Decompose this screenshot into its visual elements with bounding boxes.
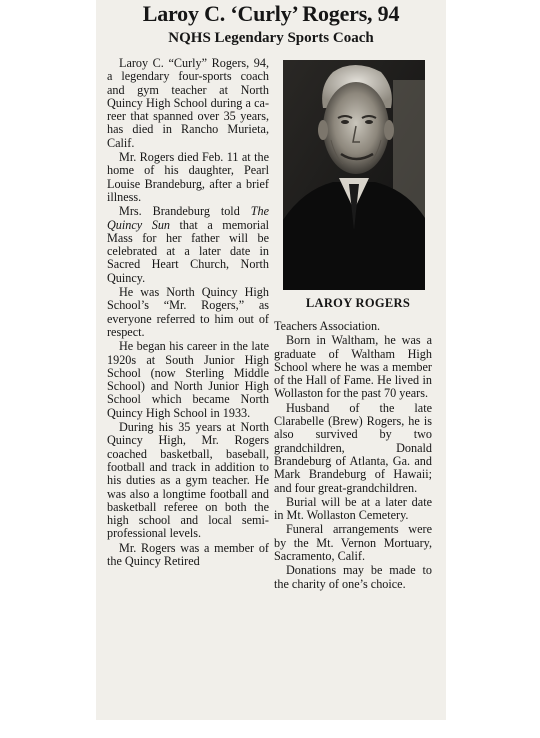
headline: Laroy C. ‘Curly’ Rogers, 94 xyxy=(142,1,400,26)
paragraph: He was North Quincy High School’s “Mr. Rogers,” as everyone referred to him out of respect. xyxy=(107,285,269,339)
paragraph: During his 35 years at North Quincy High, Mr. Rogers coached basketball, baseball, football and track in addition to his duties as a gym teacher. He was also a longtime football and basketball referee on both the high school and local semi-professional levels. xyxy=(107,420,269,541)
article-column-left xyxy=(107,57,269,569)
photo-caption: LAROY ROGERS xyxy=(305,296,411,310)
paragraph-text: that a memorial Mass for her father will be celebrated at a later date in Sacred Heart Church, North Quincy. xyxy=(107,217,269,285)
paragraph: Mr. Rogers died Feb. 11 at the home of his daughter, Pearl Louise Brandeburg, after a brief illness. xyxy=(107,150,269,204)
portrait-photo xyxy=(283,60,425,290)
paragraph: Burial will be at a later date in Mt. Wollaston Cemetery. xyxy=(274,494,432,523)
paragraph: He began his career in the late 1920s at South Junior High School (now Sterling Middle School) and North Junior High School which became North Quincy High School in 1933. xyxy=(107,339,269,420)
article-column-right xyxy=(274,320,432,592)
paragraph-text: Mrs. Brandeburg told xyxy=(119,204,240,219)
paragraph: Born in Waltham, he was a graduate of Waltham High School where he was a member of the Hall of Fame. He lived in Wollaston for the past 70 years. xyxy=(274,333,432,401)
paragraph: Mr. Rogers was a member of the Quincy Retired xyxy=(107,540,269,568)
paragraph: Donations may be made to the charity of one’s choice. xyxy=(274,563,432,591)
paragraph: Funeral arrangements were by the Mt. Vernon Mortuary, Sacramento, Calif. xyxy=(274,522,432,564)
portrait-image xyxy=(283,60,425,290)
newspaper-name: The Quincy Sun xyxy=(107,204,269,232)
newspaper-clipping xyxy=(96,0,446,720)
paragraph xyxy=(107,205,269,285)
paragraph: Teachers Association. xyxy=(274,319,381,333)
paragraph: Laroy C. “Curly” Rogers, 94, a legendary four-sports coach and gym teacher at North Quincy High School during a career that spanned over 35 years, has died in Rancho Murieta, Calif. xyxy=(107,56,269,150)
subhead: NQHS Legendary Sports Coach xyxy=(168,30,374,46)
paragraph: Husband of the late Clarabelle (Brew) Rogers, he is also survived by two grandchildren, Donald Brandeburg of Atlanta, Ga. and Mark Brandeburg of Hawaii; and four great-grandchildren. xyxy=(274,400,432,495)
